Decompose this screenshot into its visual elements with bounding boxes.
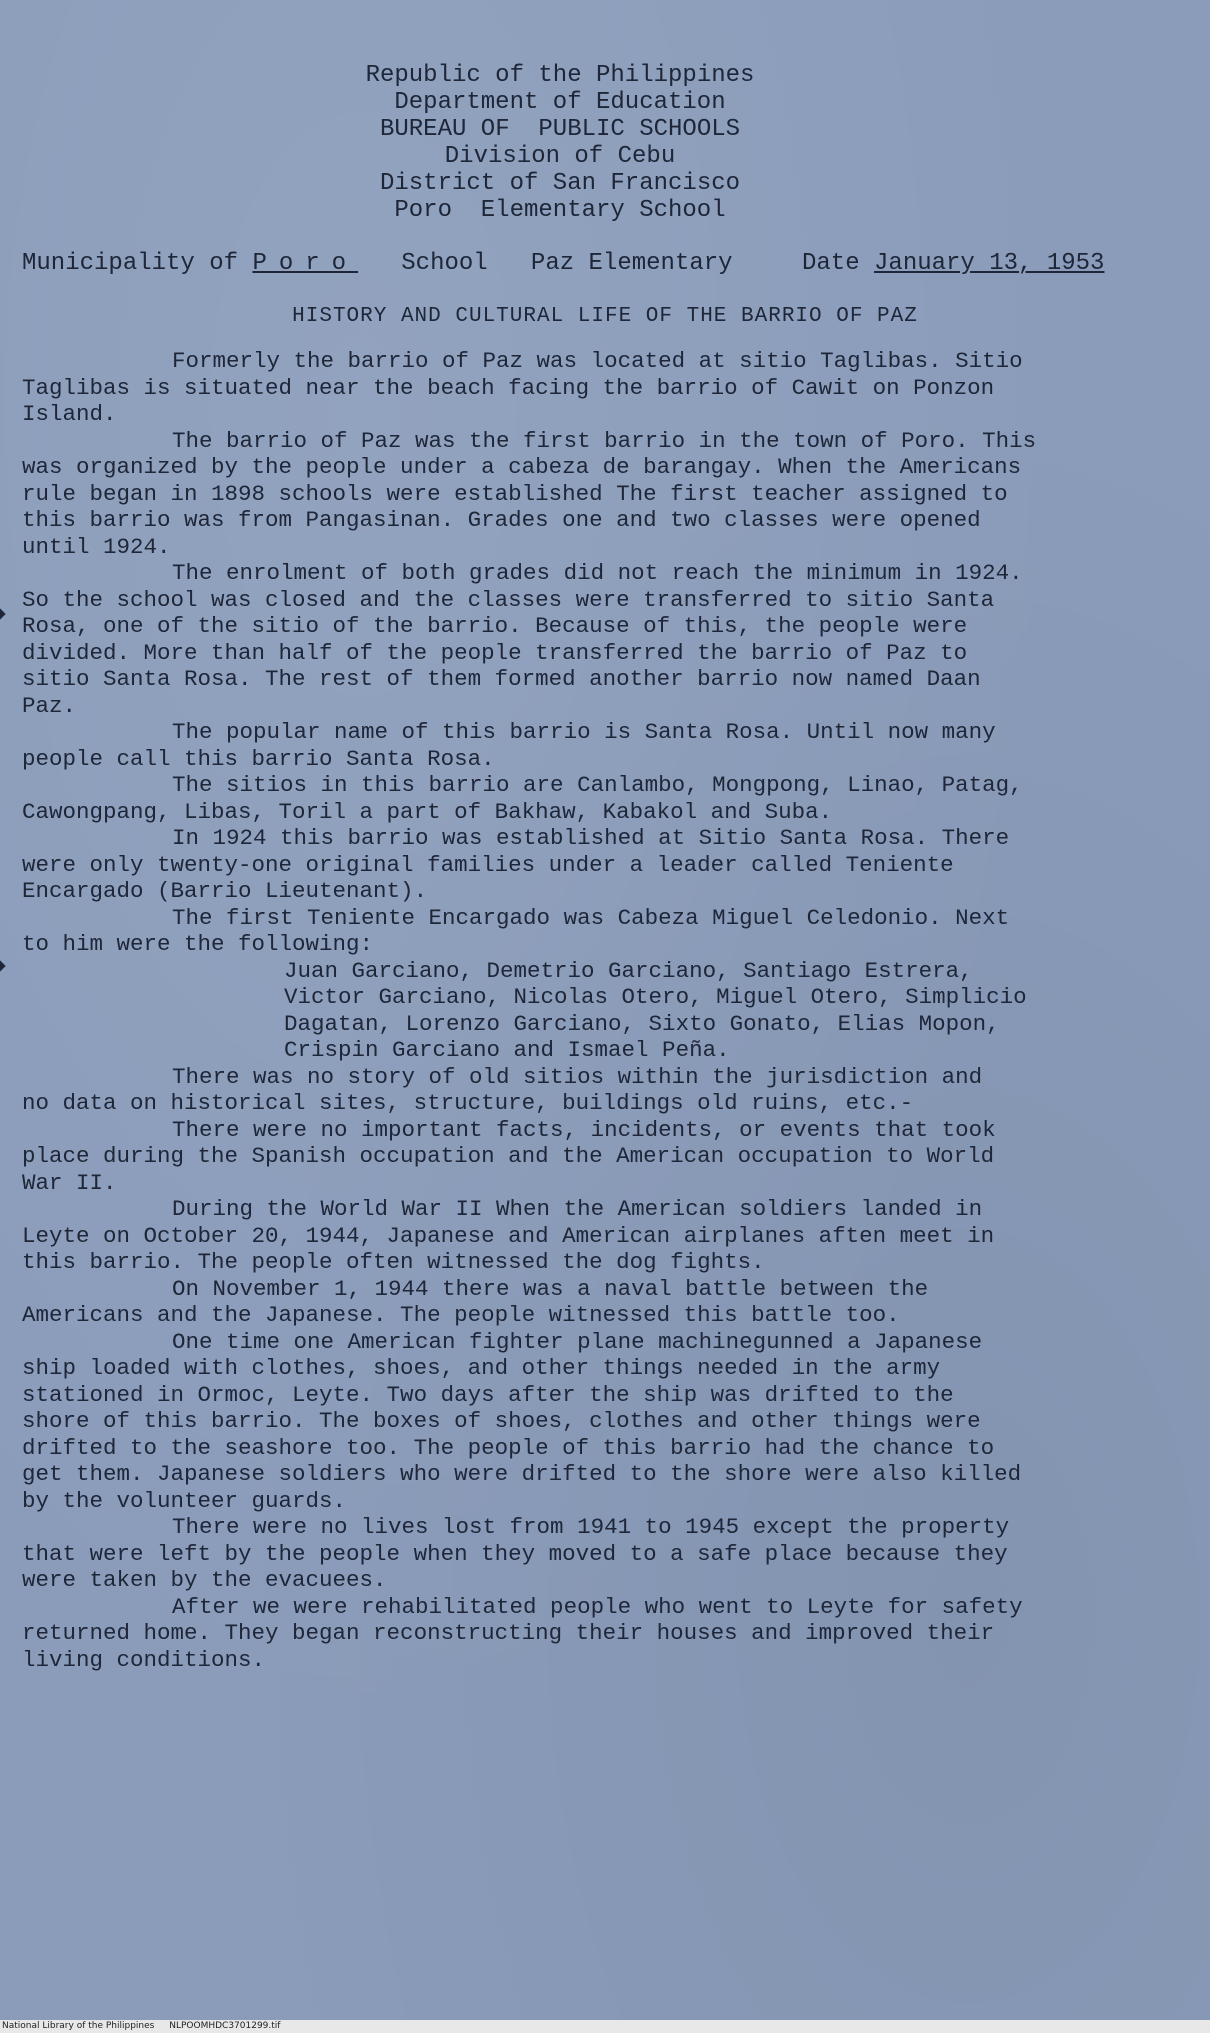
body-line: was organized by the people under a cabeza de barangay. When the Americans [22,454,1022,480]
header-line-division: Division of Cebu [444,143,676,170]
body-line: Formerly the barrio of Paz was located at sitio Taglibas. Sitio [172,348,1023,374]
body-line: Taglibas is situated near the beach facing the barrio of Cawit on Ponzon [22,374,995,401]
body-line: Cawongpang, Libas, Toril a part of Bakhaw, Kabakol and Suba. [22,798,833,825]
document-body [22,348,1172,1673]
footer-library: National Library of the Philippines [2,2021,155,2031]
document-header [0,62,1120,224]
school-label: School [401,250,488,277]
date-label: Date [802,250,860,277]
body-line: Crispin Garciano and Ismael Peña. [284,1037,730,1063]
body-line: Dagatan, Lorenzo Garciano, Sixto Gonato, Elias Mopon, [284,1010,1000,1037]
body-line: get them. Japanese soldiers who were drifted to the shore were also killed [22,1461,1022,1487]
body-line: Rosa, one of the sitio of the barrio. Because of this, the people were [22,613,968,639]
body-line: drifted to the seashore too. The people of this barrio had the chance to [22,1434,995,1461]
body-line: There was no story of old sitios within the jurisdiction and [172,1063,983,1090]
body-line: The sitios in this barrio are Canlambo, Mongpong, Linao, Patag, [172,772,1023,798]
body-line: that were left by the people when they moved to a safe place because they [22,1540,1008,1567]
body-line: Island. [22,401,117,427]
body-line: Paz. [22,692,77,719]
meta-line [22,250,1152,277]
body-line: were only twenty-one original families under a leader called Teniente [22,851,954,878]
date-field [802,250,1104,277]
body-line: Encargado (Barrio Lieutenant). [22,878,428,904]
body-line: There were no important facts, incidents, or events that took [172,1116,996,1143]
school-value: Paz Elementary [530,250,733,277]
municipality-value: Poro [252,250,359,277]
body-line: this barrio. The people often witnessed the dog fights. [22,1249,765,1275]
body-line: In 1924 this barrio was established at Sitio Santa Rosa. There [172,825,1010,851]
body-line: this barrio was from Pangasinan. Grades one and two classes were opened [22,507,981,533]
body-line: no data on historical sites, structure, buildings old ruins, etc.- [22,1090,914,1116]
body-line: people call this barrio Santa Rosa. [22,745,495,772]
body-line: by the volunteer guards. [22,1487,347,1514]
body-line: The enrolment of both grades did not reach the minimum in 1924. [172,560,1023,586]
header-line-department: Department of Education [394,89,726,116]
header-line-bureau: BUREAU OF PUBLIC SCHOOLS [379,116,741,143]
footer-file-id: NLPOOMHDC3701299.tif [169,2021,281,2031]
document-title: HISTORY AND CULTURAL LIFE OF THE BARRIO OF PAZ [292,305,918,328]
body-line: rule began in 1898 schools were established The first teacher assigned to [22,480,1008,507]
body-line: shore of this barrio. The boxes of shoes, clothes and other things were [22,1408,981,1434]
body-line: After we were rehabilitated people who went to Leyte for safety [172,1593,1023,1620]
body-line: until 1924. [22,533,171,560]
body-line: On November 1, 1944 there was a naval battle between the [172,1275,929,1302]
date-value: January 13, 1953 [874,250,1105,277]
body-line: returned home. They began reconstructing their houses and improved their [22,1620,995,1646]
body-line: to him were the following: [22,931,374,957]
body-line: stationed in Ormoc, Leyte. Two days after the ship was drifted to the [22,1381,954,1408]
body-line: During the World War II When the American soldiers landed in [172,1196,983,1222]
header-line-school: Poro Elementary School [394,197,726,224]
body-line: Juan Garciano, Demetrio Garciano, Santiago Estrera, [284,957,973,984]
body-line: Leyte on October 20, 1944, Japanese and American airplanes aften meet in [22,1222,995,1249]
body-line: divided. More than half of the people transferred the barrio of Paz to [22,639,968,666]
header-line-republic: Republic of the Philippines [365,62,755,89]
body-line: sitio Santa Rosa. The rest of them formed another barrio now named Daan [22,666,981,692]
body-line: So the school was closed and the classes were transferred to sitio Santa [22,586,995,613]
body-line: place during the Spanish occupation and the American occupation to World [22,1143,995,1169]
body-line: The first Teniente Encargado was Cabeza Miguel Celedonio. Next [172,904,1010,931]
body-line: Americans and the Japanese. The people witnessed this battle too. [22,1302,900,1328]
body-line: Victor Garciano, Nicolas Otero, Miguel Otero, Simplicio [284,984,1027,1010]
municipality-label: Municipality of [22,250,239,277]
binding-mark [0,960,6,971]
body-line: The popular name of this barrio is Santa Rosa. Until now many [172,719,996,745]
body-line: living conditions. [22,1646,266,1673]
body-line: War II. [22,1169,117,1196]
body-line: There were no lives lost from 1941 to 1945 except the property [172,1514,1010,1540]
binding-mark [0,608,6,619]
body-line: One time one American fighter plane machinegunned a Japanese [172,1328,983,1355]
scan-footer [0,2020,1210,2033]
header-line-district: District of San Francisco [379,170,741,197]
body-line: were taken by the evacuees. [22,1567,387,1593]
body-line: The barrio of Paz was the first barrio in the town of Poro. This [172,427,1037,454]
body-line: ship loaded with clothes, shoes, and other things needed in the army [22,1355,941,1381]
